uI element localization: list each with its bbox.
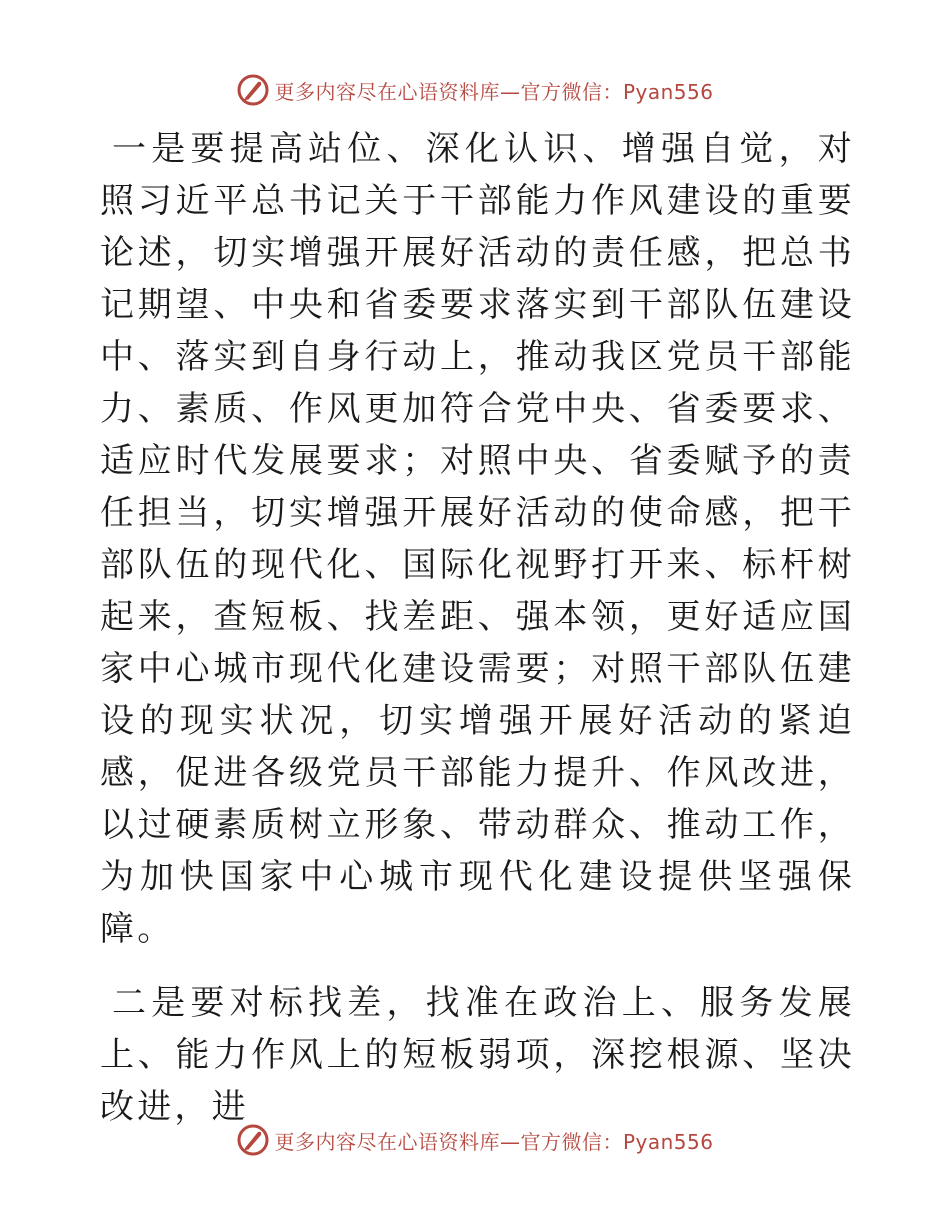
header-banner-text: 更多内容尽在心语资料库—官方微信：Pyan556 <box>274 79 714 104</box>
document-body <box>100 123 855 1133</box>
paragraph-2: 二是要对标找差，找准在政治上、服务发展上、能力作风上的短板弱项，深挖根源、坚决改进，进 <box>100 983 855 1127</box>
paragraph-1: 一是要提高站位、深化认识、增强自觉，对照习近平总书记关于干部能力作风建设的重要论述，切实增强开展好活动的责任感，把总书记期望、中央和省委要求落实到干部队伍建设中、落实到自身行动上，推动我区党员干部能力、素质、作风更加符合党中央、省委要求、适应时代发展要求；对照中央、省委赋予的责任担当，切实增强开展好活动的使命感，把干部队伍的现代化、国际化视野打开来、标杆树起来，查短板、找差距、强本领，更好适应国家中心城市现代化建设需要；对照干部队伍建设的现实状况，切实增强开展好活动的紧迫感，促进各级党员干部能力提升、作风改进，以过硬素质树立形象、带动群众、推动工作，为加快国家中心城市现代化建设提供坚强保障。 <box>100 129 855 949</box>
quill-pen-logo-icon <box>236 1123 270 1157</box>
header-banner <box>0 70 950 110</box>
footer-banner-text: 更多内容尽在心语资料库—官方微信：Pyan556 <box>274 1129 714 1154</box>
footer-banner <box>0 1120 950 1160</box>
quill-pen-logo-icon <box>236 73 270 107</box>
